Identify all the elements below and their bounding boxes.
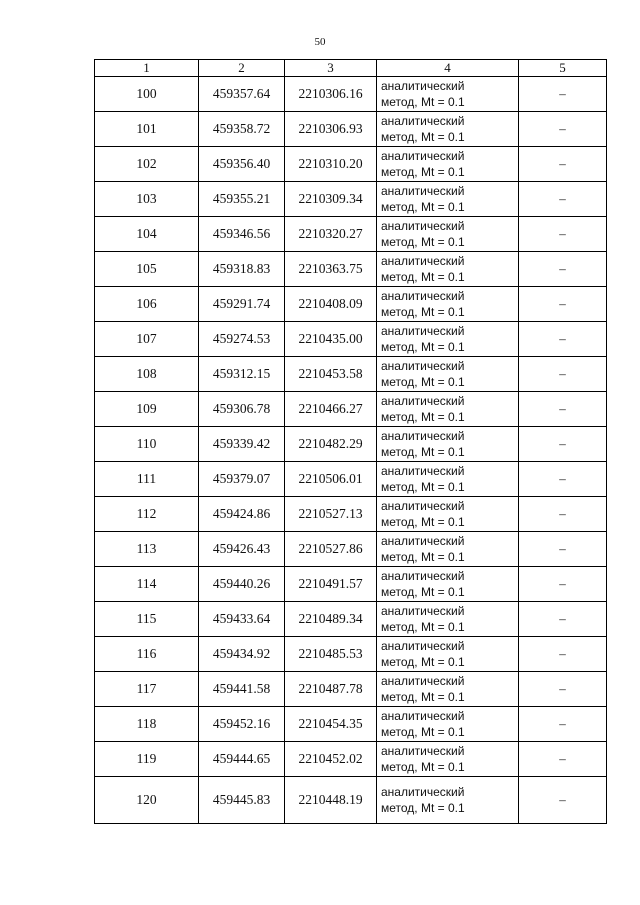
column-5-cell: – [519, 77, 607, 112]
method-line-2: метод, Mt = 0.1 [381, 375, 465, 389]
table-header-row [95, 60, 607, 77]
method-line-2: метод, Mt = 0.1 [381, 801, 465, 815]
method-cell [377, 322, 519, 357]
column-5-cell: – [519, 217, 607, 252]
y-coordinate-cell: 2210309.34 [285, 182, 377, 217]
table-row [95, 357, 607, 392]
method-line-2: метод, Mt = 0.1 [381, 165, 465, 179]
y-coordinate-cell: 2210489.34 [285, 602, 377, 637]
y-coordinate-cell: 2210306.93 [285, 112, 377, 147]
method-line-2: метод, Mt = 0.1 [381, 200, 465, 214]
column-5-cell: – [519, 707, 607, 742]
point-number-cell: 119 [95, 742, 199, 777]
method-line-2: метод, Mt = 0.1 [381, 515, 465, 529]
method-line-1: аналитический [381, 394, 465, 408]
method-cell [377, 567, 519, 602]
header-col-3: 3 [285, 60, 377, 77]
method-line-1: аналитический [381, 464, 465, 478]
method-line-1: аналитический [381, 569, 465, 583]
column-5-cell: – [519, 567, 607, 602]
method-line-2: метод, Mt = 0.1 [381, 305, 465, 319]
x-coordinate-cell: 459434.92 [199, 637, 285, 672]
table-row [95, 462, 607, 497]
method-line-1: аналитический [381, 79, 465, 93]
table-row [95, 392, 607, 427]
table-row [95, 742, 607, 777]
method-cell [377, 252, 519, 287]
method-line-2: метод, Mt = 0.1 [381, 585, 465, 599]
method-line-2: метод, Mt = 0.1 [381, 690, 465, 704]
column-5-cell: – [519, 357, 607, 392]
point-number-cell: 109 [95, 392, 199, 427]
y-coordinate-cell: 2210310.20 [285, 147, 377, 182]
point-number-cell: 120 [95, 777, 199, 824]
method-line-2: метод, Mt = 0.1 [381, 445, 465, 459]
method-line-1: аналитический [381, 324, 465, 338]
method-line-2: метод, Mt = 0.1 [381, 410, 465, 424]
point-number-cell: 111 [95, 462, 199, 497]
x-coordinate-cell: 459440.26 [199, 567, 285, 602]
table-row [95, 252, 607, 287]
method-cell [377, 532, 519, 567]
method-line-1: аналитический [381, 289, 465, 303]
method-line-1: аналитический [381, 534, 465, 548]
point-number-cell: 113 [95, 532, 199, 567]
y-coordinate-cell: 2210527.86 [285, 532, 377, 567]
point-number-cell: 117 [95, 672, 199, 707]
method-line-1: аналитический [381, 604, 465, 618]
table-body [95, 77, 607, 824]
header-col-4: 4 [377, 60, 519, 77]
table-row [95, 532, 607, 567]
point-number-cell: 104 [95, 217, 199, 252]
x-coordinate-cell: 459346.56 [199, 217, 285, 252]
column-5-cell: – [519, 637, 607, 672]
table-row [95, 637, 607, 672]
x-coordinate-cell: 459306.78 [199, 392, 285, 427]
y-coordinate-cell: 2210320.27 [285, 217, 377, 252]
coordinates-table [94, 59, 607, 824]
point-number-cell: 101 [95, 112, 199, 147]
column-5-cell: – [519, 182, 607, 217]
method-line-2: метод, Mt = 0.1 [381, 235, 465, 249]
x-coordinate-cell: 459318.83 [199, 252, 285, 287]
column-5-cell: – [519, 777, 607, 824]
y-coordinate-cell: 2210506.01 [285, 462, 377, 497]
method-line-2: метод, Mt = 0.1 [381, 270, 465, 284]
method-line-1: аналитический [381, 359, 465, 373]
x-coordinate-cell: 459355.21 [199, 182, 285, 217]
method-cell [377, 707, 519, 742]
point-number-cell: 108 [95, 357, 199, 392]
method-line-2: метод, Mt = 0.1 [381, 760, 465, 774]
column-5-cell: – [519, 672, 607, 707]
table-row [95, 602, 607, 637]
table-row [95, 112, 607, 147]
x-coordinate-cell: 459357.64 [199, 77, 285, 112]
method-line-1: аналитический [381, 639, 465, 653]
table-row [95, 777, 607, 824]
table-row [95, 672, 607, 707]
y-coordinate-cell: 2210448.19 [285, 777, 377, 824]
method-line-2: метод, Mt = 0.1 [381, 550, 465, 564]
method-line-2: метод, Mt = 0.1 [381, 130, 465, 144]
method-line-1: аналитический [381, 149, 465, 163]
column-5-cell: – [519, 287, 607, 322]
y-coordinate-cell: 2210435.00 [285, 322, 377, 357]
method-line-1: аналитический [381, 429, 465, 443]
point-number-cell: 102 [95, 147, 199, 182]
x-coordinate-cell: 459452.16 [199, 707, 285, 742]
point-number-cell: 116 [95, 637, 199, 672]
column-5-cell: – [519, 462, 607, 497]
y-coordinate-cell: 2210408.09 [285, 287, 377, 322]
column-5-cell: – [519, 742, 607, 777]
point-number-cell: 107 [95, 322, 199, 357]
method-cell [377, 497, 519, 532]
column-5-cell: – [519, 322, 607, 357]
x-coordinate-cell: 459433.64 [199, 602, 285, 637]
x-coordinate-cell: 459291.74 [199, 287, 285, 322]
x-coordinate-cell: 459424.86 [199, 497, 285, 532]
point-number-cell: 100 [95, 77, 199, 112]
y-coordinate-cell: 2210466.27 [285, 392, 377, 427]
y-coordinate-cell: 2210491.57 [285, 567, 377, 602]
method-line-2: метод, Mt = 0.1 [381, 95, 465, 109]
method-cell [377, 637, 519, 672]
point-number-cell: 118 [95, 707, 199, 742]
column-5-cell: – [519, 427, 607, 462]
method-cell [377, 427, 519, 462]
y-coordinate-cell: 2210453.58 [285, 357, 377, 392]
x-coordinate-cell: 459358.72 [199, 112, 285, 147]
method-cell [377, 742, 519, 777]
method-line-1: аналитический [381, 114, 465, 128]
y-coordinate-cell: 2210485.53 [285, 637, 377, 672]
table-row [95, 567, 607, 602]
y-coordinate-cell: 2210306.16 [285, 77, 377, 112]
point-number-cell: 115 [95, 602, 199, 637]
method-line-1: аналитический [381, 785, 465, 799]
method-cell [377, 77, 519, 112]
table-row [95, 497, 607, 532]
point-number-cell: 112 [95, 497, 199, 532]
table-row [95, 322, 607, 357]
table-row [95, 182, 607, 217]
y-coordinate-cell: 2210482.29 [285, 427, 377, 462]
method-cell [377, 777, 519, 824]
point-number-cell: 110 [95, 427, 199, 462]
point-number-cell: 103 [95, 182, 199, 217]
x-coordinate-cell: 459444.65 [199, 742, 285, 777]
method-cell [377, 392, 519, 427]
method-line-1: аналитический [381, 709, 465, 723]
column-5-cell: – [519, 147, 607, 182]
x-coordinate-cell: 459426.43 [199, 532, 285, 567]
y-coordinate-cell: 2210487.78 [285, 672, 377, 707]
table-row [95, 217, 607, 252]
column-5-cell: – [519, 497, 607, 532]
point-number-cell: 105 [95, 252, 199, 287]
x-coordinate-cell: 459379.07 [199, 462, 285, 497]
x-coordinate-cell: 459356.40 [199, 147, 285, 182]
y-coordinate-cell: 2210363.75 [285, 252, 377, 287]
method-line-2: метод, Mt = 0.1 [381, 340, 465, 354]
y-coordinate-cell: 2210452.02 [285, 742, 377, 777]
method-cell [377, 112, 519, 147]
method-line-1: аналитический [381, 254, 465, 268]
column-5-cell: – [519, 112, 607, 147]
method-cell [377, 147, 519, 182]
header-col-1: 1 [95, 60, 199, 77]
x-coordinate-cell: 459445.83 [199, 777, 285, 824]
method-line-2: метод, Mt = 0.1 [381, 480, 465, 494]
table-row [95, 287, 607, 322]
x-coordinate-cell: 459441.58 [199, 672, 285, 707]
method-line-1: аналитический [381, 744, 465, 758]
method-cell [377, 462, 519, 497]
point-number-cell: 114 [95, 567, 199, 602]
column-5-cell: – [519, 602, 607, 637]
table-row [95, 147, 607, 182]
x-coordinate-cell: 459312.15 [199, 357, 285, 392]
method-line-2: метод, Mt = 0.1 [381, 620, 465, 634]
method-line-1: аналитический [381, 184, 465, 198]
y-coordinate-cell: 2210454.35 [285, 707, 377, 742]
method-cell [377, 357, 519, 392]
header-col-5: 5 [519, 60, 607, 77]
method-cell [377, 217, 519, 252]
method-cell [377, 182, 519, 217]
x-coordinate-cell: 459274.53 [199, 322, 285, 357]
method-line-1: аналитический [381, 499, 465, 513]
page-number: 50 [314, 36, 326, 48]
method-line-2: метод, Mt = 0.1 [381, 725, 465, 739]
method-cell [377, 672, 519, 707]
method-cell [377, 287, 519, 322]
method-line-1: аналитический [381, 674, 465, 688]
column-5-cell: – [519, 252, 607, 287]
method-line-1: аналитический [381, 219, 465, 233]
table-row [95, 77, 607, 112]
table-row [95, 707, 607, 742]
column-5-cell: – [519, 532, 607, 567]
method-line-2: метод, Mt = 0.1 [381, 655, 465, 669]
table-row [95, 427, 607, 462]
y-coordinate-cell: 2210527.13 [285, 497, 377, 532]
point-number-cell: 106 [95, 287, 199, 322]
column-5-cell: – [519, 392, 607, 427]
header-col-2: 2 [199, 60, 285, 77]
x-coordinate-cell: 459339.42 [199, 427, 285, 462]
method-cell [377, 602, 519, 637]
